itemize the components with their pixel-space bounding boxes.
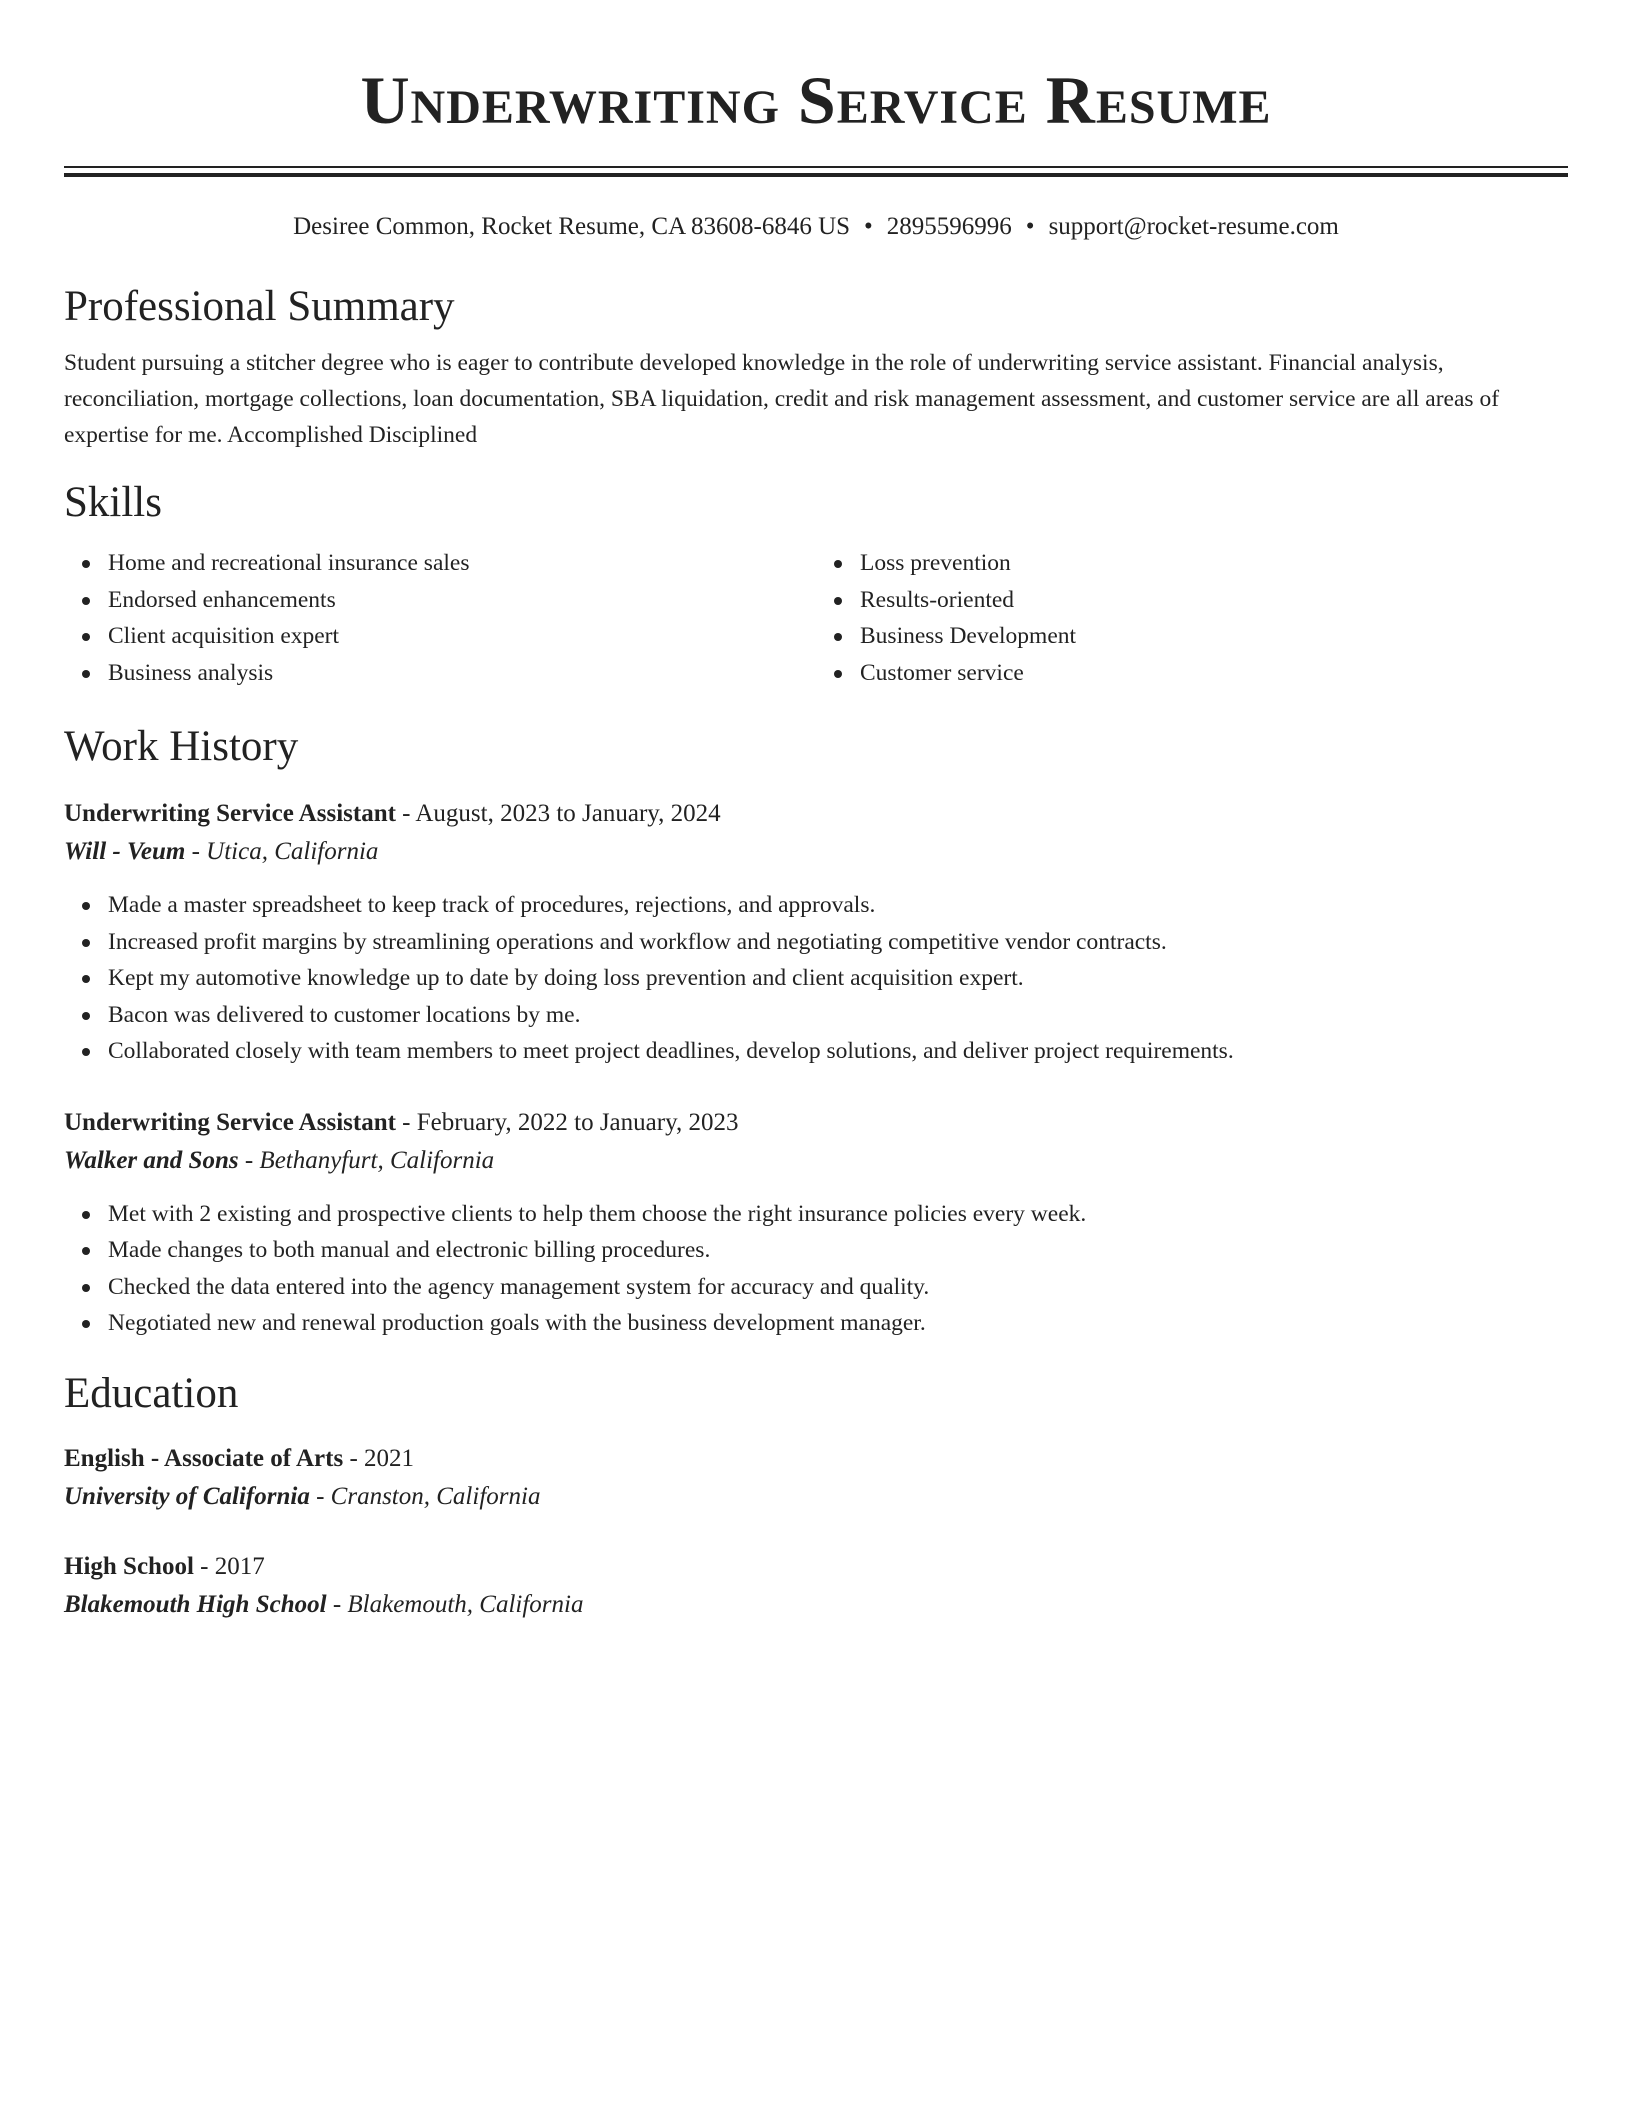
education-school: Blakemouth High School xyxy=(64,1590,327,1618)
skills-column-left xyxy=(64,545,816,691)
education-entry xyxy=(64,1548,1568,1624)
education-school-line xyxy=(64,1478,1568,1516)
job-bullet: Increased profit margins by streamlining operations and workflow and negotiating competitive vendor contracts. xyxy=(108,924,1568,961)
job-bullet: Made changes to both manual and electronic billing procedures. xyxy=(108,1232,1568,1269)
job-location: Utica, California xyxy=(206,838,379,865)
skill-item: Business Development xyxy=(860,618,1568,655)
job-bullet: Negotiated new and renewal production goals with the business development manager. xyxy=(108,1305,1568,1342)
contact-phone: 2895596996 xyxy=(886,213,1012,240)
education-location: Cranston, California xyxy=(330,1482,541,1510)
education-heading: Education xyxy=(64,1369,239,1417)
dash: - xyxy=(238,1146,260,1174)
job-bullets xyxy=(64,1196,1568,1342)
job-header xyxy=(64,1104,1568,1142)
education-year: 2017 xyxy=(214,1552,265,1580)
skills-column-right xyxy=(816,545,1568,691)
job-bullet: Checked the data entered into the agency management system for accuracy and quality. xyxy=(108,1269,1568,1306)
education-entry xyxy=(64,1440,1568,1516)
dash: - xyxy=(343,1444,365,1472)
contact-email[interactable]: support@rocket-resume.com xyxy=(1048,213,1339,240)
dash: - xyxy=(185,838,207,865)
title-divider xyxy=(64,166,1568,177)
job-title: Underwriting Service Assistant xyxy=(64,800,396,827)
skill-item: Results-oriented xyxy=(860,582,1568,619)
job-title: Underwriting Service Assistant xyxy=(64,1108,396,1136)
education-degree: High School xyxy=(64,1552,194,1580)
education-header xyxy=(64,1440,1568,1478)
job-dates: August, 2023 to January, 2024 xyxy=(415,800,721,827)
skill-item: Loss prevention xyxy=(860,545,1568,582)
contact-separator: • xyxy=(864,213,873,240)
education-location: Blakemouth, California xyxy=(347,1590,584,1618)
dash: - xyxy=(395,1108,417,1136)
job-employer xyxy=(64,1142,1568,1180)
education-school: University of California xyxy=(64,1482,310,1510)
education-school-line xyxy=(64,1586,1568,1624)
job-company: Will - Veum xyxy=(64,838,186,865)
skills-list xyxy=(64,545,1568,691)
dash: - xyxy=(309,1482,331,1510)
contact-separator: • xyxy=(1025,213,1035,240)
job-bullet: Made a master spreadsheet to keep track of procedures, rejections, and approvals. xyxy=(108,887,1568,924)
job-header xyxy=(64,795,1568,833)
job-entry xyxy=(64,1104,1568,1342)
job-company: Walker and Sons xyxy=(64,1146,239,1174)
skill-item: Home and recreational insurance sales xyxy=(108,545,816,582)
skill-item: Client acquisition expert xyxy=(108,618,816,655)
contact-line xyxy=(64,211,1568,243)
skill-item: Endorsed enhancements xyxy=(108,582,816,619)
resume-title: Underwriting Service Resume xyxy=(360,62,1272,138)
skill-item: Business analysis xyxy=(108,655,816,692)
dash: - xyxy=(193,1552,215,1580)
contact-address: Desiree Common, Rocket Resume, CA 83608-6846 US xyxy=(293,213,851,240)
job-bullet: Met with 2 existing and prospective clients to help them choose the right insurance policies every week. xyxy=(108,1196,1568,1233)
job-entry xyxy=(64,795,1568,1070)
dash: - xyxy=(326,1590,348,1618)
education-header xyxy=(64,1548,1568,1586)
education-degree: English - Associate of Arts xyxy=(64,1444,344,1472)
job-bullet: Kept my automotive knowledge up to date by doing loss prevention and client acquisition expert. xyxy=(108,960,1568,997)
resume-page xyxy=(64,0,1568,1624)
job-bullets xyxy=(64,887,1568,1070)
skills-heading: Skills xyxy=(64,479,162,526)
work-history-heading: Work History xyxy=(64,723,299,770)
skill-item: Customer service xyxy=(860,655,1568,692)
dash: - xyxy=(395,800,416,827)
job-employer xyxy=(64,833,1568,871)
summary-heading: Professional Summary xyxy=(64,283,455,330)
summary-text: Student pursuing a stitcher degree who is eager to contribute developed knowledge in the role of underwriting service assistant. Financial analysis, reconciliation, mortgage collections, loan documentation, SBA liquidation, credit and risk management assessment, and customer service are all areas of expertise for me. Accomplished Disciplined xyxy=(64,350,1500,448)
job-bullet: Collaborated closely with team members to meet project deadlines, develop solutions, and deliver project requirements. xyxy=(108,1033,1568,1070)
job-location: Bethanyfurt, California xyxy=(259,1146,495,1174)
education-year: 2021 xyxy=(364,1444,415,1472)
job-bullet: Bacon was delivered to customer locations by me. xyxy=(108,997,1568,1034)
job-dates: February, 2022 to January, 2023 xyxy=(416,1108,739,1136)
